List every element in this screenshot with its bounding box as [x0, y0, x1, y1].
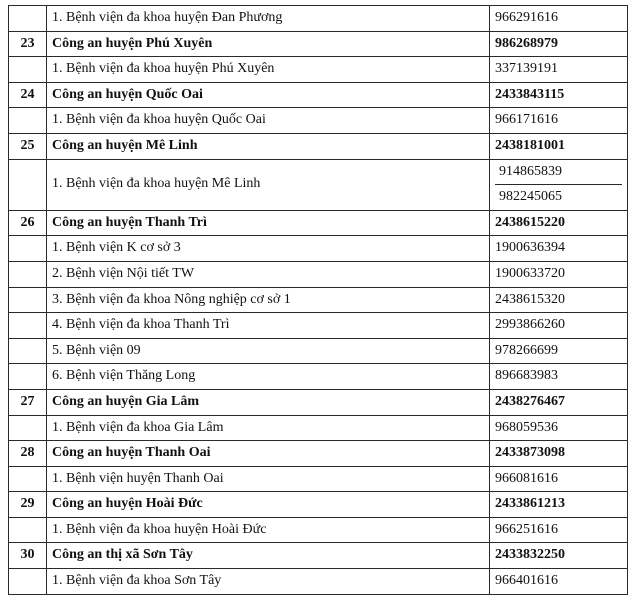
- phone-number: 914865839: [499, 163, 562, 179]
- hospital-name: 1. Bệnh viện K cơ sở 3: [47, 236, 490, 262]
- phone-cell: [490, 569, 628, 595]
- row-number: 23: [9, 31, 47, 57]
- hospital-row: [9, 159, 628, 210]
- hospital-row: [9, 415, 628, 441]
- police-station-name: Công an huyện Gia Lâm: [47, 389, 490, 415]
- hospital-name: 1. Bệnh viện đa khoa Sơn Tây: [47, 569, 490, 595]
- police-station-name: Công an huyện Quốc Oai: [47, 82, 490, 108]
- row-number: [9, 159, 47, 210]
- phone-number: 966251616: [495, 521, 558, 537]
- row-number: 29: [9, 492, 47, 518]
- hospital-row: [9, 466, 628, 492]
- phone-number: 982245065: [495, 184, 622, 210]
- phone-cell: [490, 6, 628, 32]
- phone-number: 966171616: [495, 112, 558, 128]
- hospital-row: [9, 517, 628, 543]
- phone-cell: [490, 210, 628, 236]
- phone-number: 966401616: [495, 573, 558, 589]
- hospital-row: [9, 236, 628, 262]
- phone-number: 337139191: [495, 61, 558, 77]
- hospital-name: 1. Bệnh viện đa khoa huyện Đan Phương: [47, 6, 490, 32]
- hospital-name: 4. Bệnh viện đa khoa Thanh Trì: [47, 313, 490, 339]
- contact-table: [8, 5, 628, 595]
- row-number: [9, 569, 47, 595]
- phone-cell: [490, 108, 628, 134]
- police-station-row: [9, 492, 628, 518]
- police-station-row: [9, 389, 628, 415]
- phone-number: 1900633720: [495, 265, 565, 281]
- row-number: [9, 364, 47, 390]
- phone-cell: [490, 287, 628, 313]
- row-number: [9, 6, 47, 32]
- police-station-row: [9, 210, 628, 236]
- phone-number: 2433861213: [495, 496, 565, 512]
- phone-cell: [490, 338, 628, 364]
- hospital-row: [9, 108, 628, 134]
- phone-number: 2433832250: [495, 547, 565, 563]
- table-body: [9, 6, 628, 595]
- row-number: [9, 313, 47, 339]
- phone-number: 1900636394: [495, 240, 565, 256]
- row-number: 25: [9, 133, 47, 159]
- row-number: 28: [9, 441, 47, 467]
- phone-cell: [490, 466, 628, 492]
- police-station-name: Công an thị xã Sơn Tây: [47, 543, 490, 569]
- row-number: 24: [9, 82, 47, 108]
- phone-number: 986268979: [495, 35, 558, 51]
- police-station-name: Công an huyện Thanh Oai: [47, 441, 490, 467]
- hospital-name: 1. Bệnh viện đa khoa huyện Phú Xuyên: [47, 57, 490, 83]
- hospital-row: [9, 261, 628, 287]
- phone-cell: [490, 364, 628, 390]
- row-number: 30: [9, 543, 47, 569]
- hospital-name: 3. Bệnh viện đa khoa Nông nghiệp cơ sở 1: [47, 287, 490, 313]
- phone-cell: [490, 159, 628, 210]
- row-number: [9, 517, 47, 543]
- police-station-name: Công an huyện Mê Linh: [47, 133, 490, 159]
- hospital-name: 1. Bệnh viện đa khoa huyện Quốc Oai: [47, 108, 490, 134]
- phone-number: 2438615220: [495, 214, 565, 230]
- row-number: [9, 108, 47, 134]
- hospital-row: [9, 338, 628, 364]
- phone-number: 978266699: [495, 342, 558, 358]
- police-station-name: Công an huyện Hoài Đức: [47, 492, 490, 518]
- hospital-name: 1. Bệnh viện huyện Thanh Oai: [47, 466, 490, 492]
- row-number: [9, 57, 47, 83]
- hospital-name: 1. Bệnh viện đa khoa Gia Lâm: [47, 415, 490, 441]
- police-station-row: [9, 82, 628, 108]
- phone-number: 2438276467: [495, 393, 565, 409]
- hospital-name: 2. Bệnh viện Nội tiết TW: [47, 261, 490, 287]
- hospital-row: [9, 57, 628, 83]
- row-number: [9, 236, 47, 262]
- phone-cell: [490, 261, 628, 287]
- hospital-row: [9, 287, 628, 313]
- phone-cell: [490, 313, 628, 339]
- police-station-row: [9, 31, 628, 57]
- hospital-name: 5. Bệnh viện 09: [47, 338, 490, 364]
- phone-cell: [490, 133, 628, 159]
- row-number: [9, 466, 47, 492]
- phone-cell: [490, 441, 628, 467]
- phone-number: 896683983: [495, 368, 558, 384]
- phone-number: 2438615320: [495, 291, 565, 307]
- row-number: 27: [9, 389, 47, 415]
- row-number: [9, 261, 47, 287]
- police-station-row: [9, 441, 628, 467]
- hospital-name: 1. Bệnh viện đa khoa huyện Mê Linh: [47, 159, 490, 210]
- phone-cell: [490, 31, 628, 57]
- phone-cell: [490, 517, 628, 543]
- row-number: [9, 338, 47, 364]
- police-station-row: [9, 133, 628, 159]
- hospital-row: [9, 6, 628, 32]
- hospital-row: [9, 569, 628, 595]
- phone-number: 968059536: [495, 419, 558, 435]
- phone-cell: [490, 543, 628, 569]
- hospital-name: 1. Bệnh viện đa khoa huyện Hoài Đức: [47, 517, 490, 543]
- phone-cell: [490, 415, 628, 441]
- row-number: [9, 415, 47, 441]
- phone-cell: [490, 82, 628, 108]
- row-number: 26: [9, 210, 47, 236]
- police-station-name: Công an huyện Phú Xuyên: [47, 31, 490, 57]
- police-station-row: [9, 543, 628, 569]
- hospital-row: [9, 313, 628, 339]
- phone-cell: [490, 57, 628, 83]
- phone-number: 966081616: [495, 470, 558, 486]
- phone-cell: [490, 492, 628, 518]
- row-number: [9, 287, 47, 313]
- phone-number: 2438181001: [495, 137, 565, 153]
- phone-number: 2433843115: [495, 86, 565, 102]
- phone-cell: [490, 236, 628, 262]
- phone-number: 2433873098: [495, 445, 565, 461]
- police-station-name: Công an huyện Thanh Trì: [47, 210, 490, 236]
- hospital-row: [9, 364, 628, 390]
- phone-cell: [490, 389, 628, 415]
- hospital-name: 6. Bệnh viện Thăng Long: [47, 364, 490, 390]
- phone-number: 2993866260: [495, 317, 565, 333]
- phone-number: 966291616: [495, 10, 558, 25]
